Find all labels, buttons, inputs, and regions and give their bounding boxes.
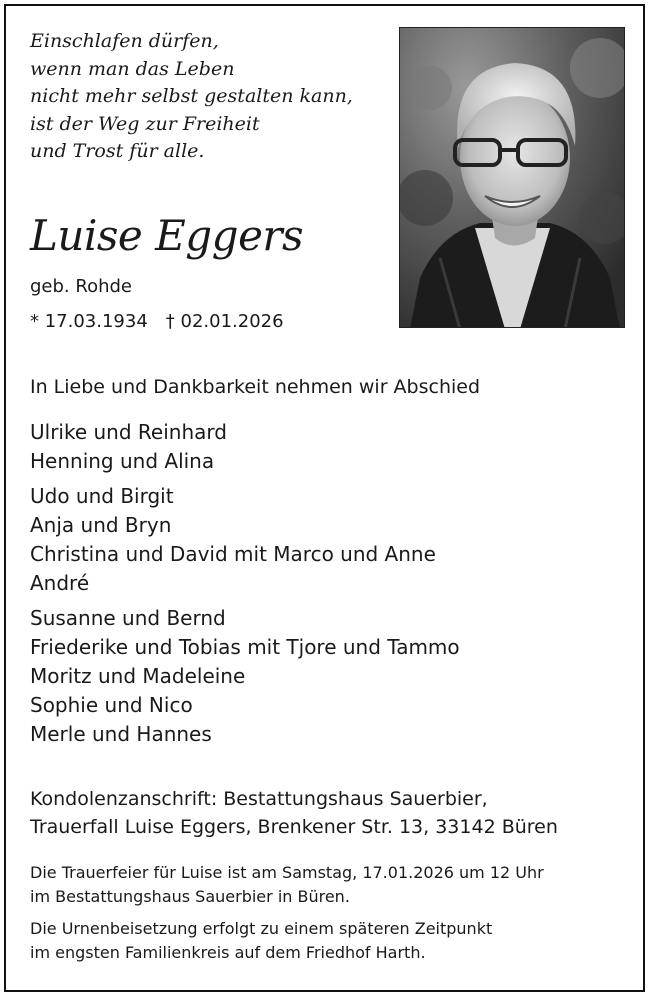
- family-group: [30, 418, 460, 476]
- family-member: Susanne und Bernd: [30, 606, 226, 630]
- service-line: Die Trauerfeier für Luise ist am Samstag, 17.01.2026 um 12 Uhr: [30, 863, 544, 882]
- family-list: [30, 418, 460, 755]
- family-member: Henning und Alina: [30, 449, 215, 473]
- condolence-line: Kondolenzanschrift: Bestattungshaus Sauerbier,: [30, 788, 488, 810]
- family-member: Moritz und Madeleine: [30, 664, 246, 688]
- poem-line: Einschlafen dürfen,: [30, 30, 219, 52]
- poem: [30, 28, 353, 166]
- birth-date: * 17.03.1934: [30, 311, 148, 332]
- service-info: [30, 861, 544, 973]
- poem-line: nicht mehr selbst gestalten kann,: [30, 85, 353, 107]
- death-date: † 02.01.2026: [165, 311, 284, 332]
- urn-burial-paragraph: [30, 917, 544, 965]
- portrait-photo: [399, 27, 625, 328]
- family-member: André: [30, 571, 90, 595]
- condolence-address: [30, 785, 558, 841]
- family-member: Anja und Bryn: [30, 513, 172, 537]
- condolence-line: Trauerfall Luise Eggers, Brenkener Str. 13, 33142 Büren: [30, 816, 558, 838]
- funeral-service-paragraph: [30, 861, 544, 909]
- maiden-name: geb. Rohde: [30, 276, 132, 297]
- family-member: Merle und Hannes: [30, 722, 212, 746]
- life-dates: [30, 309, 284, 335]
- poem-line: wenn man das Leben: [30, 57, 235, 80]
- family-member: Udo und Birgit: [30, 484, 174, 508]
- portrait-photo-icon: [400, 28, 625, 328]
- poem-line: und Trost für alle.: [30, 140, 205, 162]
- family-member: Friederike und Tobias mit Tjore und Tammo: [30, 635, 460, 659]
- family-group: [30, 482, 460, 598]
- service-line: Die Urnenbeisetzung erfolgt zu einem späteren Zeitpunkt: [30, 919, 493, 938]
- family-group: [30, 604, 460, 749]
- family-member: Ulrike und Reinhard: [30, 420, 227, 444]
- service-line: im Bestattungshaus Sauerbier in Büren.: [30, 887, 350, 906]
- poem-line: ist der Weg zur Freiheit: [30, 112, 260, 135]
- farewell-intro: In Liebe und Dankbarkeit nehmen wir Abschied: [30, 376, 481, 398]
- family-member: Sophie und Nico: [30, 693, 193, 717]
- deceased-name: Luise Eggers: [30, 211, 304, 260]
- family-member: Christina und David mit Marco und Anne: [30, 542, 436, 566]
- service-line: im engsten Familienkreis auf dem Friedhof Harth.: [30, 943, 426, 962]
